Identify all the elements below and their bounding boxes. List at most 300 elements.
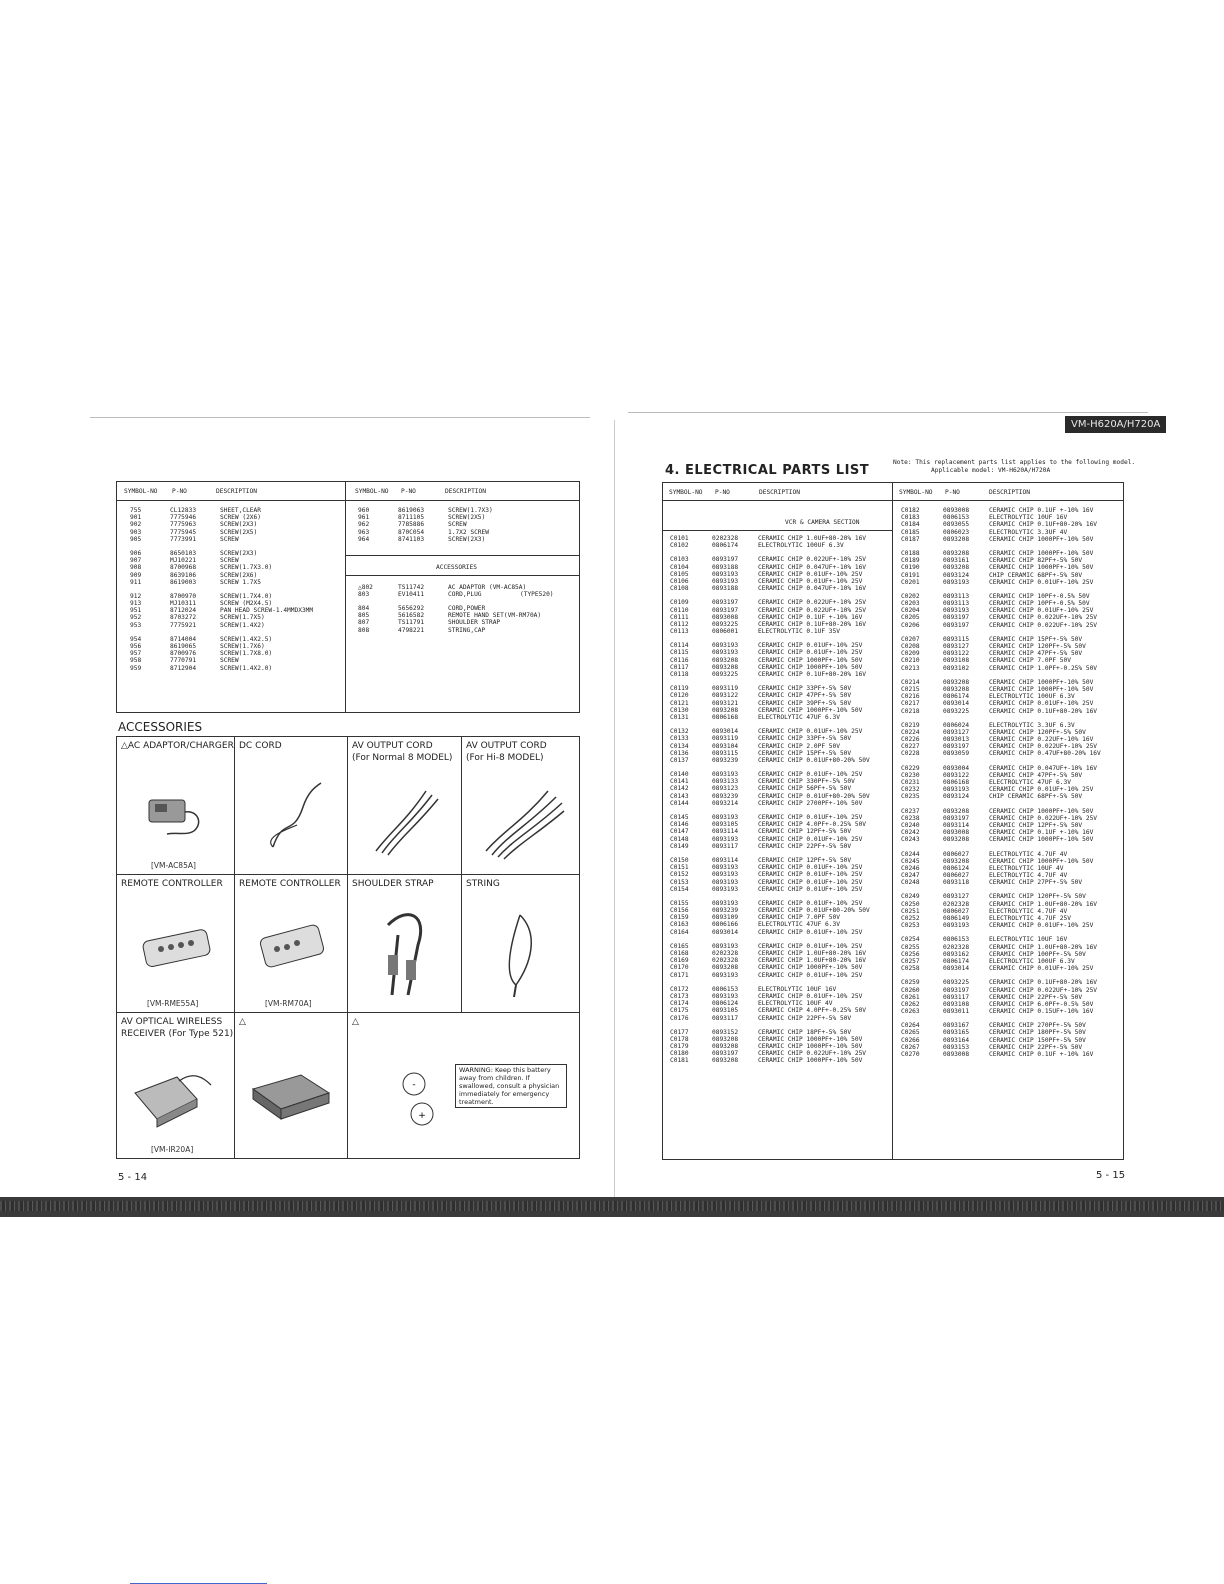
part-symbol: C0156 bbox=[670, 907, 689, 915]
part-row bbox=[901, 908, 1119, 915]
part-symbol: 963 bbox=[358, 528, 370, 536]
part-symbol: C0134 bbox=[670, 742, 689, 750]
part-symbol: C0189 bbox=[901, 557, 920, 565]
part-number: 0893059 bbox=[943, 750, 970, 758]
part-group bbox=[901, 893, 1119, 929]
part-row bbox=[901, 829, 1119, 836]
col-header-symbol: SYMBOL-NO bbox=[669, 489, 703, 496]
part-group bbox=[901, 722, 1119, 758]
part-row bbox=[901, 772, 1119, 779]
left-table-column-1 bbox=[130, 507, 340, 679]
part-symbol: C0227 bbox=[901, 743, 920, 751]
part-symbol: 911 bbox=[130, 578, 142, 586]
part-group bbox=[670, 535, 888, 549]
part-symbol: C0191 bbox=[901, 571, 920, 579]
part-symbol: C0246 bbox=[901, 864, 920, 872]
part-symbol: C0219 bbox=[901, 721, 920, 729]
part-description: SCREW bbox=[448, 521, 467, 529]
part-symbol: C0150 bbox=[670, 856, 689, 864]
part-symbol: C0120 bbox=[670, 692, 689, 700]
part-row bbox=[901, 700, 1119, 707]
part-description: ELECTROLYTIC 3.3UF 4V bbox=[989, 528, 1068, 536]
part-symbol: C0252 bbox=[901, 915, 920, 922]
part-number: 0202328 bbox=[943, 943, 970, 951]
part-number: 0893214 bbox=[712, 799, 739, 807]
part-description: SCREW (2X6) bbox=[220, 514, 261, 522]
part-group bbox=[670, 1029, 888, 1065]
left-table-header-a bbox=[124, 488, 257, 495]
part-number: 0893208 bbox=[943, 685, 970, 693]
parts-list-title: 4. ELECTRICAL PARTS LIST bbox=[665, 463, 870, 478]
part-number: 0893208 bbox=[943, 535, 970, 543]
battery-warning-box: WARNING: Keep this battery away from children. If swallowed, consult a physician immediately for emergency treatment. bbox=[455, 1064, 567, 1108]
part-number: 0893014 bbox=[943, 700, 970, 708]
part-number: 7785886 bbox=[398, 521, 425, 529]
part-number: 0893208 bbox=[943, 549, 970, 557]
part-number: 5616582 bbox=[398, 612, 425, 620]
part-number: 0893122 bbox=[943, 650, 970, 658]
part-description: CERAMIC CHIP 0.1UF+80-20% 16V bbox=[758, 620, 867, 628]
part-row bbox=[901, 879, 1119, 886]
part-number: 8711105 bbox=[398, 514, 425, 522]
scan-edge-bar bbox=[0, 1197, 1224, 1217]
part-symbol: C0136 bbox=[670, 749, 689, 757]
part-row bbox=[670, 785, 888, 792]
part-symbol: C0148 bbox=[670, 835, 689, 843]
part-description: CERAMIC CHIP 1000PF+-10% 50V bbox=[758, 1035, 863, 1043]
part-number: 0893115 bbox=[943, 635, 970, 643]
part-description: CERAMIC CHIP 1000PF+-10% 50V bbox=[758, 656, 863, 664]
accessory-label: AV OUTPUT CORD (For Hi-8 MODEL) bbox=[466, 741, 547, 763]
part-number: 0893193 bbox=[943, 922, 970, 930]
part-symbol: C0133 bbox=[670, 735, 689, 743]
part-symbol: C0248 bbox=[901, 879, 920, 887]
part-symbol: C0144 bbox=[670, 799, 689, 807]
part-symbol: C0262 bbox=[901, 1000, 920, 1008]
part-symbol: 960 bbox=[358, 507, 370, 514]
part-number: 0893193 bbox=[712, 835, 739, 843]
part-description: CERAMIC CHIP 22PF+-5% 50V bbox=[758, 1014, 852, 1022]
part-row bbox=[358, 529, 573, 536]
part-description: CERAMIC CHIP 33PF+-5% 50V bbox=[758, 685, 852, 693]
part-row bbox=[901, 679, 1119, 686]
part-description: CERAMIC CHIP 0.047UF+-10% 16V bbox=[758, 585, 867, 593]
part-description: CERAMIC CHIP 0.01UF+-10% 25V bbox=[758, 971, 863, 979]
left-table-column-2-accessories-b bbox=[358, 605, 573, 641]
part-row bbox=[670, 714, 888, 721]
part-row bbox=[670, 793, 888, 800]
part-symbol: C0177 bbox=[670, 1028, 689, 1036]
part-description: SCREW(1.7X6) bbox=[220, 643, 265, 650]
part-number: 0893197 bbox=[943, 621, 970, 629]
part-description: CERAMIC CHIP 0.022UF+-10% 25V bbox=[989, 986, 1098, 994]
part-symbol: C0102 bbox=[670, 542, 689, 550]
table-column-divider bbox=[892, 482, 893, 1159]
part-row bbox=[901, 865, 1119, 872]
part-number: 0893161 bbox=[943, 557, 970, 565]
part-number: 0893208 bbox=[943, 857, 970, 865]
part-row bbox=[901, 893, 1119, 900]
part-row bbox=[130, 507, 340, 514]
part-row bbox=[130, 614, 340, 621]
accessory-label: AV OUTPUT CORD (For Normal 8 MODEL) bbox=[352, 741, 453, 763]
part-description: CERAMIC CHIP 22PF+-5% 50V bbox=[989, 993, 1083, 1001]
part-number: 0893123 bbox=[712, 785, 739, 793]
part-row bbox=[901, 722, 1119, 729]
part-description: CERAMIC CHIP 10PF+-0.5% 50V bbox=[989, 600, 1090, 608]
part-row bbox=[901, 750, 1119, 757]
part-number: 0893004 bbox=[943, 764, 970, 772]
part-row bbox=[358, 619, 573, 626]
part-symbol: C0101 bbox=[670, 535, 689, 542]
part-description: CERAMIC CHIP 0.01UF+-10% 25V bbox=[758, 992, 863, 1000]
part-description: SCREW(1.7X5) bbox=[220, 614, 265, 622]
part-description: ELECTROLYTIC 10UF 4V bbox=[989, 864, 1064, 872]
part-row bbox=[901, 743, 1119, 750]
part-symbol: 958 bbox=[130, 657, 142, 665]
part-group bbox=[901, 550, 1119, 586]
part-symbol: 805 bbox=[358, 612, 370, 620]
part-row bbox=[670, 671, 888, 678]
part-description: CERAMIC CHIP 0.01UF+-10% 25V bbox=[989, 786, 1094, 794]
part-row bbox=[130, 622, 340, 629]
part-row bbox=[901, 643, 1119, 650]
part-description: ELECTROLYTIC 47UF 6.3V bbox=[758, 713, 840, 721]
part-number: 0202328 bbox=[712, 957, 739, 965]
shoulder-strap-illustration bbox=[368, 905, 448, 1005]
part-symbol: C0184 bbox=[901, 521, 920, 529]
part-row bbox=[901, 979, 1119, 986]
part-symbol: 907 bbox=[130, 557, 142, 565]
part-number: 0893164 bbox=[943, 1036, 970, 1044]
part-row bbox=[901, 557, 1119, 564]
part-description: CERAMIC CHIP 1000PF+-10% 50V bbox=[758, 1057, 863, 1065]
part-description: SHOULDER STRAP bbox=[448, 619, 501, 627]
part-symbol: 803 bbox=[358, 591, 370, 599]
part-row bbox=[901, 622, 1119, 629]
part-group bbox=[901, 679, 1119, 715]
part-description: SCREW(1.7X8.0) bbox=[220, 650, 273, 658]
part-symbol: C0181 bbox=[670, 1057, 689, 1065]
part-symbol: C0231 bbox=[901, 779, 920, 786]
part-description: ELECTROLYTIC 10UF 16V bbox=[989, 514, 1068, 522]
part-description: CORD,POWER bbox=[448, 605, 486, 612]
part-number: 0893114 bbox=[712, 828, 739, 836]
part-row bbox=[670, 599, 888, 606]
part-row bbox=[901, 936, 1119, 943]
part-row bbox=[670, 900, 888, 907]
part-row bbox=[901, 901, 1119, 908]
part-description: CERAMIC CHIP 15PF+-5% 50V bbox=[758, 749, 852, 757]
part-symbol: C0104 bbox=[670, 563, 689, 571]
part-symbol: C0226 bbox=[901, 736, 920, 744]
part-symbol: 903 bbox=[130, 528, 142, 536]
part-row bbox=[670, 607, 888, 614]
part-row bbox=[901, 1008, 1119, 1015]
col-header-description: DESCRIPTION bbox=[759, 489, 800, 496]
part-number: 0893225 bbox=[943, 707, 970, 715]
part-group bbox=[670, 642, 888, 678]
part-number: 8650103 bbox=[170, 549, 197, 557]
part-symbol: C0118 bbox=[670, 671, 689, 678]
part-description: CERAMIC CHIP 47PF+-5% 50V bbox=[989, 771, 1083, 779]
part-symbol: C0190 bbox=[901, 564, 920, 572]
part-group bbox=[358, 507, 573, 543]
part-symbol: 959 bbox=[130, 664, 142, 672]
part-description: CERAMIC CHIP 0.1UF +-10% 16V bbox=[989, 1051, 1094, 1058]
part-number: 0806149 bbox=[943, 915, 970, 922]
part-group bbox=[358, 605, 573, 634]
col-header-pno: P-NO bbox=[172, 488, 187, 495]
part-row bbox=[901, 1022, 1119, 1029]
part-number: 0893208 bbox=[943, 807, 970, 815]
part-description: CERAMIC CHIP 0.1UF +-10% 16V bbox=[989, 507, 1094, 514]
part-group bbox=[670, 900, 888, 936]
part-group bbox=[670, 857, 888, 893]
part-symbol: C0173 bbox=[670, 992, 689, 1000]
part-description: SCREW (M2X4.5) bbox=[220, 600, 273, 608]
part-group bbox=[130, 593, 340, 629]
part-description: CERAMIC CHIP 1000PF+-10% 50V bbox=[758, 663, 863, 671]
part-symbol: C0110 bbox=[670, 606, 689, 614]
part-symbol: C0261 bbox=[901, 993, 920, 1001]
part-row bbox=[901, 1051, 1119, 1058]
part-description: CERAMIC CHIP 1000PF+-10% 50V bbox=[989, 564, 1094, 572]
part-number: 0893208 bbox=[943, 678, 970, 686]
part-symbol: C0115 bbox=[670, 649, 689, 657]
part-number: 0806024 bbox=[943, 721, 970, 729]
part-symbol: C0143 bbox=[670, 792, 689, 800]
accessory-model: [VM-RM70A] bbox=[265, 999, 312, 1008]
part-group bbox=[670, 986, 888, 1022]
part-row bbox=[901, 765, 1119, 772]
part-number: 8714004 bbox=[170, 635, 197, 643]
part-symbol: 954 bbox=[130, 635, 142, 643]
part-description: CERAMIC CHIP 1000PF+-10% 50V bbox=[989, 857, 1094, 865]
part-description: ELECTROLYTIC 0.1UF 35V bbox=[758, 628, 840, 636]
part-symbol: 913 bbox=[130, 600, 142, 608]
part-number: 0893127 bbox=[943, 893, 970, 901]
part-number: 0893124 bbox=[943, 571, 970, 579]
part-description: CERAMIC CHIP 1000PF+-10% 50V bbox=[989, 549, 1094, 557]
part-symbol: C0114 bbox=[670, 642, 689, 650]
part-symbol: C0266 bbox=[901, 1036, 920, 1044]
part-description: ELECTROLYTIC 3.3UF 6.3V bbox=[989, 721, 1075, 729]
part-group bbox=[901, 636, 1119, 672]
part-number: MJ10221 bbox=[170, 557, 197, 565]
accessory-lithium-battery bbox=[348, 1013, 580, 1159]
part-description: CERAMIC CHIP 270PF+-5% 50V bbox=[989, 1022, 1086, 1030]
part-description: CERAMIC CHIP 1000PF+-10% 50V bbox=[758, 706, 863, 714]
part-row bbox=[670, 921, 888, 928]
part-symbol: C0235 bbox=[901, 793, 920, 801]
part-description: CERAMIC CHIP 0.01UF+-10% 25V bbox=[758, 942, 863, 950]
part-number: 0893014 bbox=[712, 728, 739, 736]
part-row bbox=[670, 1057, 888, 1064]
warning-triangle-icon: △ bbox=[239, 1017, 246, 1027]
part-description: CERAMIC CHIP 1.0PF+-0.25% 50V bbox=[989, 664, 1098, 672]
part-description: CERAMIC CHIP 2.0PF 50V bbox=[758, 742, 840, 750]
part-number: 0806174 bbox=[943, 693, 970, 701]
part-number: 0893013 bbox=[943, 736, 970, 744]
accessories-title: ACCESSORIES bbox=[118, 720, 203, 734]
part-row bbox=[670, 886, 888, 893]
part-row bbox=[670, 1029, 888, 1036]
part-row bbox=[670, 957, 888, 964]
part-number: 0893193 bbox=[712, 971, 739, 979]
part-number: 0806168 bbox=[943, 779, 970, 786]
model-badge: VM-H620A/H720A bbox=[1065, 416, 1166, 433]
part-number: 7775963 bbox=[170, 521, 197, 529]
part-number: 0893193 bbox=[712, 771, 739, 779]
part-symbol: C0256 bbox=[901, 950, 920, 958]
part-description: CERAMIC CHIP 0.01UF+80-20% 50V bbox=[758, 756, 870, 764]
part-symbol: C0178 bbox=[670, 1035, 689, 1043]
part-row bbox=[670, 757, 888, 764]
part-description: CERAMIC CHIP 0.1UF+80-20% 16V bbox=[989, 979, 1098, 987]
part-symbol: C0251 bbox=[901, 907, 920, 915]
part-row bbox=[670, 929, 888, 936]
accessories-grid bbox=[116, 736, 580, 1159]
part-row bbox=[670, 843, 888, 850]
part-symbol: C0267 bbox=[901, 1043, 920, 1051]
part-row bbox=[670, 700, 888, 707]
part-description: CERAMIC CHIP 1.0UF+80-20% 16V bbox=[758, 957, 867, 965]
accessory-label: AV OPTICAL WIRELESS RECEIVER (For Type 521) bbox=[121, 1017, 234, 1039]
part-number: 7770791 bbox=[170, 657, 197, 665]
part-symbol: 953 bbox=[130, 621, 142, 629]
part-description: CERAMIC CHIP 10PF+-0.5% 50V bbox=[989, 592, 1090, 600]
part-row bbox=[901, 944, 1119, 951]
part-symbol: C0141 bbox=[670, 778, 689, 786]
part-description: CERAMIC CHIP 0.47UF+80-20% 16V bbox=[989, 750, 1101, 758]
accessory-model: [VM-RME55A] bbox=[147, 999, 199, 1008]
part-symbol: 964 bbox=[358, 535, 370, 543]
part-group bbox=[670, 771, 888, 807]
part-row bbox=[901, 987, 1119, 994]
part-number: 0893105 bbox=[712, 1007, 739, 1015]
part-number: 0893197 bbox=[712, 1050, 739, 1058]
part-symbol: C0242 bbox=[901, 829, 920, 837]
part-number: 0893127 bbox=[943, 643, 970, 650]
part-number: 4798221 bbox=[398, 626, 425, 634]
part-symbol: C0213 bbox=[901, 664, 920, 672]
part-description: CERAMIC CHIP 0.01UF+-10% 25V bbox=[989, 578, 1094, 586]
part-number: 0893208 bbox=[712, 964, 739, 972]
part-description: CERAMIC CHIP 2700PF+-10% 50V bbox=[758, 799, 863, 807]
part-number: 0893008 bbox=[712, 613, 739, 621]
part-number: 0893193 bbox=[943, 786, 970, 794]
part-row bbox=[130, 529, 340, 536]
part-description: ELECTROLYTIC 4.7UF 25V bbox=[989, 915, 1071, 922]
part-symbol: C0260 bbox=[901, 986, 920, 994]
part-number: 0893152 bbox=[712, 1028, 739, 1036]
part-number: 8619003 bbox=[170, 578, 197, 586]
part-number: 0893193 bbox=[712, 642, 739, 650]
accessory-label: STRING bbox=[466, 879, 500, 889]
part-number: 8712024 bbox=[170, 607, 197, 615]
part-row bbox=[130, 593, 340, 600]
part-description: CERAMIC CHIP 0.1UF +-10% 16V bbox=[758, 613, 863, 621]
part-row bbox=[130, 572, 340, 579]
electrical-parts-column-left bbox=[670, 535, 888, 1072]
col-header-pno: P-NO bbox=[401, 488, 416, 495]
part-row bbox=[901, 686, 1119, 693]
part-symbol: C0146 bbox=[670, 821, 689, 829]
part-description: CERAMIC CHIP 56PF+-5% 50V bbox=[758, 785, 852, 793]
part-number: 0893193 bbox=[943, 578, 970, 586]
accessory-av-cord-normal8 bbox=[348, 737, 462, 875]
part-number: 0893115 bbox=[712, 749, 739, 757]
part-number: 8703272 bbox=[170, 614, 197, 622]
part-row bbox=[901, 965, 1119, 972]
col-header-description: DESCRIPTION bbox=[445, 488, 486, 495]
part-row bbox=[670, 664, 888, 671]
part-group bbox=[670, 556, 888, 592]
part-description: CERAMIC CHIP 0.022UF+-10% 25V bbox=[989, 743, 1098, 751]
part-number: 0806174 bbox=[943, 957, 970, 965]
part-number: 0893208 bbox=[712, 1035, 739, 1043]
accessory-string bbox=[462, 875, 580, 1013]
part-description: ELECTROLYTIC 4.7UF 4V bbox=[989, 872, 1068, 880]
part-row bbox=[901, 514, 1119, 521]
part-description: ELECTROLYTIC 47UF 6.3V bbox=[758, 921, 840, 929]
part-group bbox=[901, 1022, 1119, 1058]
part-number: 7775945 bbox=[170, 528, 197, 536]
part-number: 0893011 bbox=[943, 1008, 970, 1016]
part-description: CERAMIC CHIP 12PF+-5% 50V bbox=[758, 828, 852, 836]
part-symbol: C0224 bbox=[901, 728, 920, 736]
part-description: CERAMIC CHIP 47PF+-5% 50V bbox=[989, 650, 1083, 658]
part-number: 0893197 bbox=[712, 556, 739, 564]
part-row bbox=[670, 1036, 888, 1043]
part-symbol: C0183 bbox=[901, 514, 920, 522]
part-description: SCREW bbox=[220, 557, 239, 565]
part-number: 0893188 bbox=[712, 585, 739, 593]
part-row bbox=[670, 542, 888, 549]
part-number: 0893113 bbox=[943, 592, 970, 600]
part-number: 0806027 bbox=[943, 850, 970, 858]
part-symbol: C0152 bbox=[670, 871, 689, 879]
part-row bbox=[358, 514, 573, 521]
part-number: 0893117 bbox=[943, 993, 970, 1001]
part-number: 0893197 bbox=[943, 986, 970, 994]
accessories-subheader-rule-bottom bbox=[345, 575, 579, 576]
accessory-ac-adaptor bbox=[117, 737, 235, 875]
part-number: 0893193 bbox=[712, 871, 739, 879]
part-description: CERAMIC CHIP 12PF+-5% 50V bbox=[758, 856, 852, 864]
part-symbol: 902 bbox=[130, 521, 142, 529]
part-number: 0806027 bbox=[943, 872, 970, 880]
part-description: CERAMIC CHIP 1000PF+-10% 50V bbox=[989, 807, 1094, 815]
part-row bbox=[130, 579, 340, 586]
part-symbol: C0208 bbox=[901, 643, 920, 650]
part-row bbox=[670, 628, 888, 635]
part-description: CORD,PLUG bbox=[448, 591, 482, 599]
dc-cord-illustration bbox=[253, 777, 333, 857]
part-description: CERAMIC CHIP 0.01UF+-10% 25V bbox=[989, 607, 1094, 615]
part-row bbox=[901, 564, 1119, 571]
part-description: CERAMIC CHIP 4.0PF+-0.25% 50V bbox=[758, 1007, 867, 1015]
part-description: CERAMIC CHIP 100PF+-5% 50V bbox=[989, 950, 1086, 958]
part-number: 0893208 bbox=[712, 656, 739, 664]
part-description: CERAMIC CHIP 120PF+-5% 50V bbox=[989, 893, 1086, 901]
part-row bbox=[130, 557, 340, 564]
part-description: SCREW 1.7X5 bbox=[220, 578, 261, 586]
part-row bbox=[901, 579, 1119, 586]
part-symbol: C0137 bbox=[670, 756, 689, 764]
part-description: ELECTROLYTIC 100UF 6.3V bbox=[989, 693, 1075, 701]
